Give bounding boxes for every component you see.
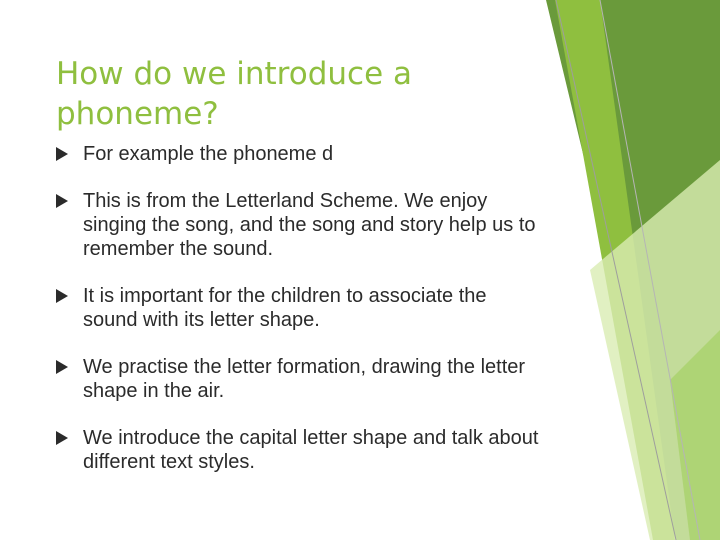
bullet-item	[56, 189, 546, 261]
bullet-arrow-icon	[56, 289, 68, 303]
bullet-arrow-icon	[56, 194, 68, 208]
bullet-item	[56, 355, 546, 403]
bullet-item	[56, 284, 546, 332]
bullet-item	[56, 426, 546, 474]
bullet-text: For example the phoneme d	[83, 143, 334, 165]
bullet-text: It is important for the children to associate the sound with its letter shape.	[83, 285, 487, 331]
bullet-arrow-icon	[56, 431, 68, 445]
bullet-text: We practise the letter formation, drawing the letter shape in the air.	[83, 356, 526, 402]
bullet-list	[56, 142, 546, 474]
slide-title: How do we introduce a phoneme?	[56, 56, 413, 132]
bullet-arrow-icon	[56, 147, 68, 161]
bullet-arrow-icon	[56, 360, 68, 374]
bullet-item	[56, 142, 546, 166]
bullet-text: We introduce the capital letter shape and talk about different text styles.	[83, 427, 539, 473]
bullet-text: This is from the Letterland Scheme. We enjoy singing the song, and the song and story help us to remember the sound.	[83, 190, 536, 260]
